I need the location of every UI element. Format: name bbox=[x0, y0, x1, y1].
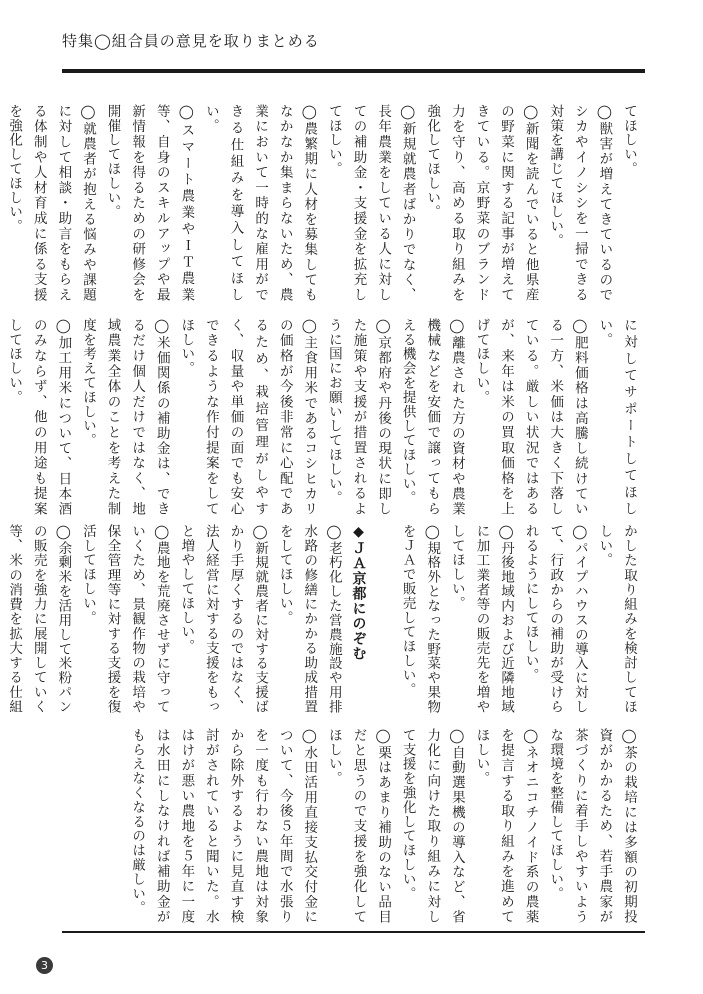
opinion-paragraph: ◯規格外となった野菜や果物をＪＡで販売してほしい。 bbox=[399, 524, 441, 714]
opinion-paragraph: ◯新規就農者に対する支援ばかり手厚くするのではなく、法人経営に対する支援をもっと増やしてほしい。 bbox=[178, 524, 269, 714]
opinion-paragraph: ◯丹後地域内および近隣地域に加工業者等の販売先を増やしてほしい。 bbox=[448, 524, 515, 714]
opinion-paragraph: ◯加工用米について、日本酒のみならず、他の用途も提案してほしい。 bbox=[6, 318, 72, 516]
opinion-paragraph: てほしい。 bbox=[621, 104, 637, 176]
opinion-paragraph: ◯肥料価格は高騰し続けている一方、米価は大きく下落している。厳しい状況ではあるが、来年は米の買取価格を上げてほしい。 bbox=[473, 318, 588, 516]
opinion-paragraph: に対してサポートしてほしい。 bbox=[596, 318, 637, 516]
opinion-paragraph: かした取り組みを検討してほしい。 bbox=[596, 524, 637, 714]
opinion-paragraph: ◯ネオニコチノイド系の農薬を提言する取り組みを進めてほしい。 bbox=[473, 728, 539, 924]
opinion-paragraph: ◯パイプハウスの導入に対して、行政からの補助が受けられるようにしてほしい。 bbox=[522, 524, 588, 714]
opinion-paragraph: ◯余剰米を活用して米粉パンの販売を強力に展開していく等、米の消費を拡大する仕組 bbox=[6, 524, 72, 714]
text-row-4 bbox=[58, 728, 641, 924]
opinion-paragraph: ◯就農者が抱える悩みや課題に対して相談・助言をもらえる体制や人材育成に係る支援を強化してほしい。 bbox=[6, 104, 96, 302]
opinion-paragraph: ◯スマート農業やＩＴ農業等、自身のスキルアップや最新情報を得るための研修会を開催してほしい。 bbox=[104, 104, 195, 302]
opinion-paragraph bbox=[0, 104, 2, 302]
blank-line bbox=[370, 524, 395, 714]
opinion-paragraph: ◯新聞を読んでいると他県産の野菜に関する記事が増えてきている。京野菜のブランド力を守り、高める取り組みを強化してほしい。 bbox=[424, 104, 539, 302]
text-row-1 bbox=[6, 104, 641, 302]
opinion-paragraph: ◯離農された方の資材や農業機械などを安価で譲ってもらえる機会を提供してほしい。 bbox=[399, 318, 465, 516]
page-number: 3 bbox=[36, 957, 53, 974]
opinion-paragraph: ◯米価関係の補助金は、できるだけ個人だけではなく、地域農業全体のことを考えた制度を考えてほしい。 bbox=[79, 318, 170, 516]
text-row-3 bbox=[6, 524, 641, 714]
header-rule bbox=[62, 69, 645, 73]
opinion-paragraph: ◯自動選果機の導入など、省力化に向けた取り組みに対して支援を強化してほしい。 bbox=[399, 728, 465, 924]
section-heading: ◆ＪＡ京都にのぞむ bbox=[350, 524, 367, 661]
opinion-paragraph: ◯農繁期に人材を募集してもなかなか集まらないため、農業において一時的な雇用ができる仕組みを導入してほしい。 bbox=[202, 104, 318, 302]
footer-rule bbox=[62, 931, 645, 933]
opinion-paragraph: ◯獣害が増えてきているのでシカやイノシシを一掃できる対策を講じてほしい。 bbox=[547, 104, 613, 302]
opinion-paragraph bbox=[0, 318, 2, 516]
opinion-paragraph: ◯老朽化した営農施設や用排水路の修繕にかかる助成措置をしてほしい。 bbox=[276, 524, 342, 714]
opinion-paragraph: ◯水田活用直接支払交付金について、今後５年間で水張りを一度も行わない農地は対象から除外するように見直す検討がされていると聞いた。水はけが悪い農地を５年に一度は水田にしなければ補助金がもらえなくなるのは厳しい。 bbox=[129, 728, 318, 924]
text-row-2 bbox=[6, 318, 641, 516]
opinion-paragraph: ◯新規就農者ばかりでなく、長年農業をしている人に対しての補助金・支援金を拡充してほしい。 bbox=[325, 104, 416, 302]
opinion-paragraph: ◯京都府や丹後の現状に即した施策や支援が措置されるように国にお願いしてほしい。 bbox=[325, 318, 392, 516]
opinion-paragraph: ◯栗はあまり補助のない品目だと思うので支援を強化してほしい。 bbox=[325, 728, 392, 924]
opinion-paragraph: ◯主食用米であるコシヒカリの価格が今後非常に心配であるため、栽培管理がしやすく、収量や単価の面でも安心できるような作付提案をしてほしい。 bbox=[178, 318, 318, 516]
opinion-paragraph: ◯農地を荒廃させずに守っていくため、景観作物の栽培や保全管理等に対する支援を復活してほしい。 bbox=[79, 524, 170, 714]
opinion-paragraph: ◯茶の栽培には多額の初期投資がかかるため、若手農家が茶づくりに着手しやすいような環境を整備してほしい。 bbox=[547, 728, 637, 924]
section-header: 特集◯組合員の意見を取りまとめる bbox=[62, 32, 320, 50]
